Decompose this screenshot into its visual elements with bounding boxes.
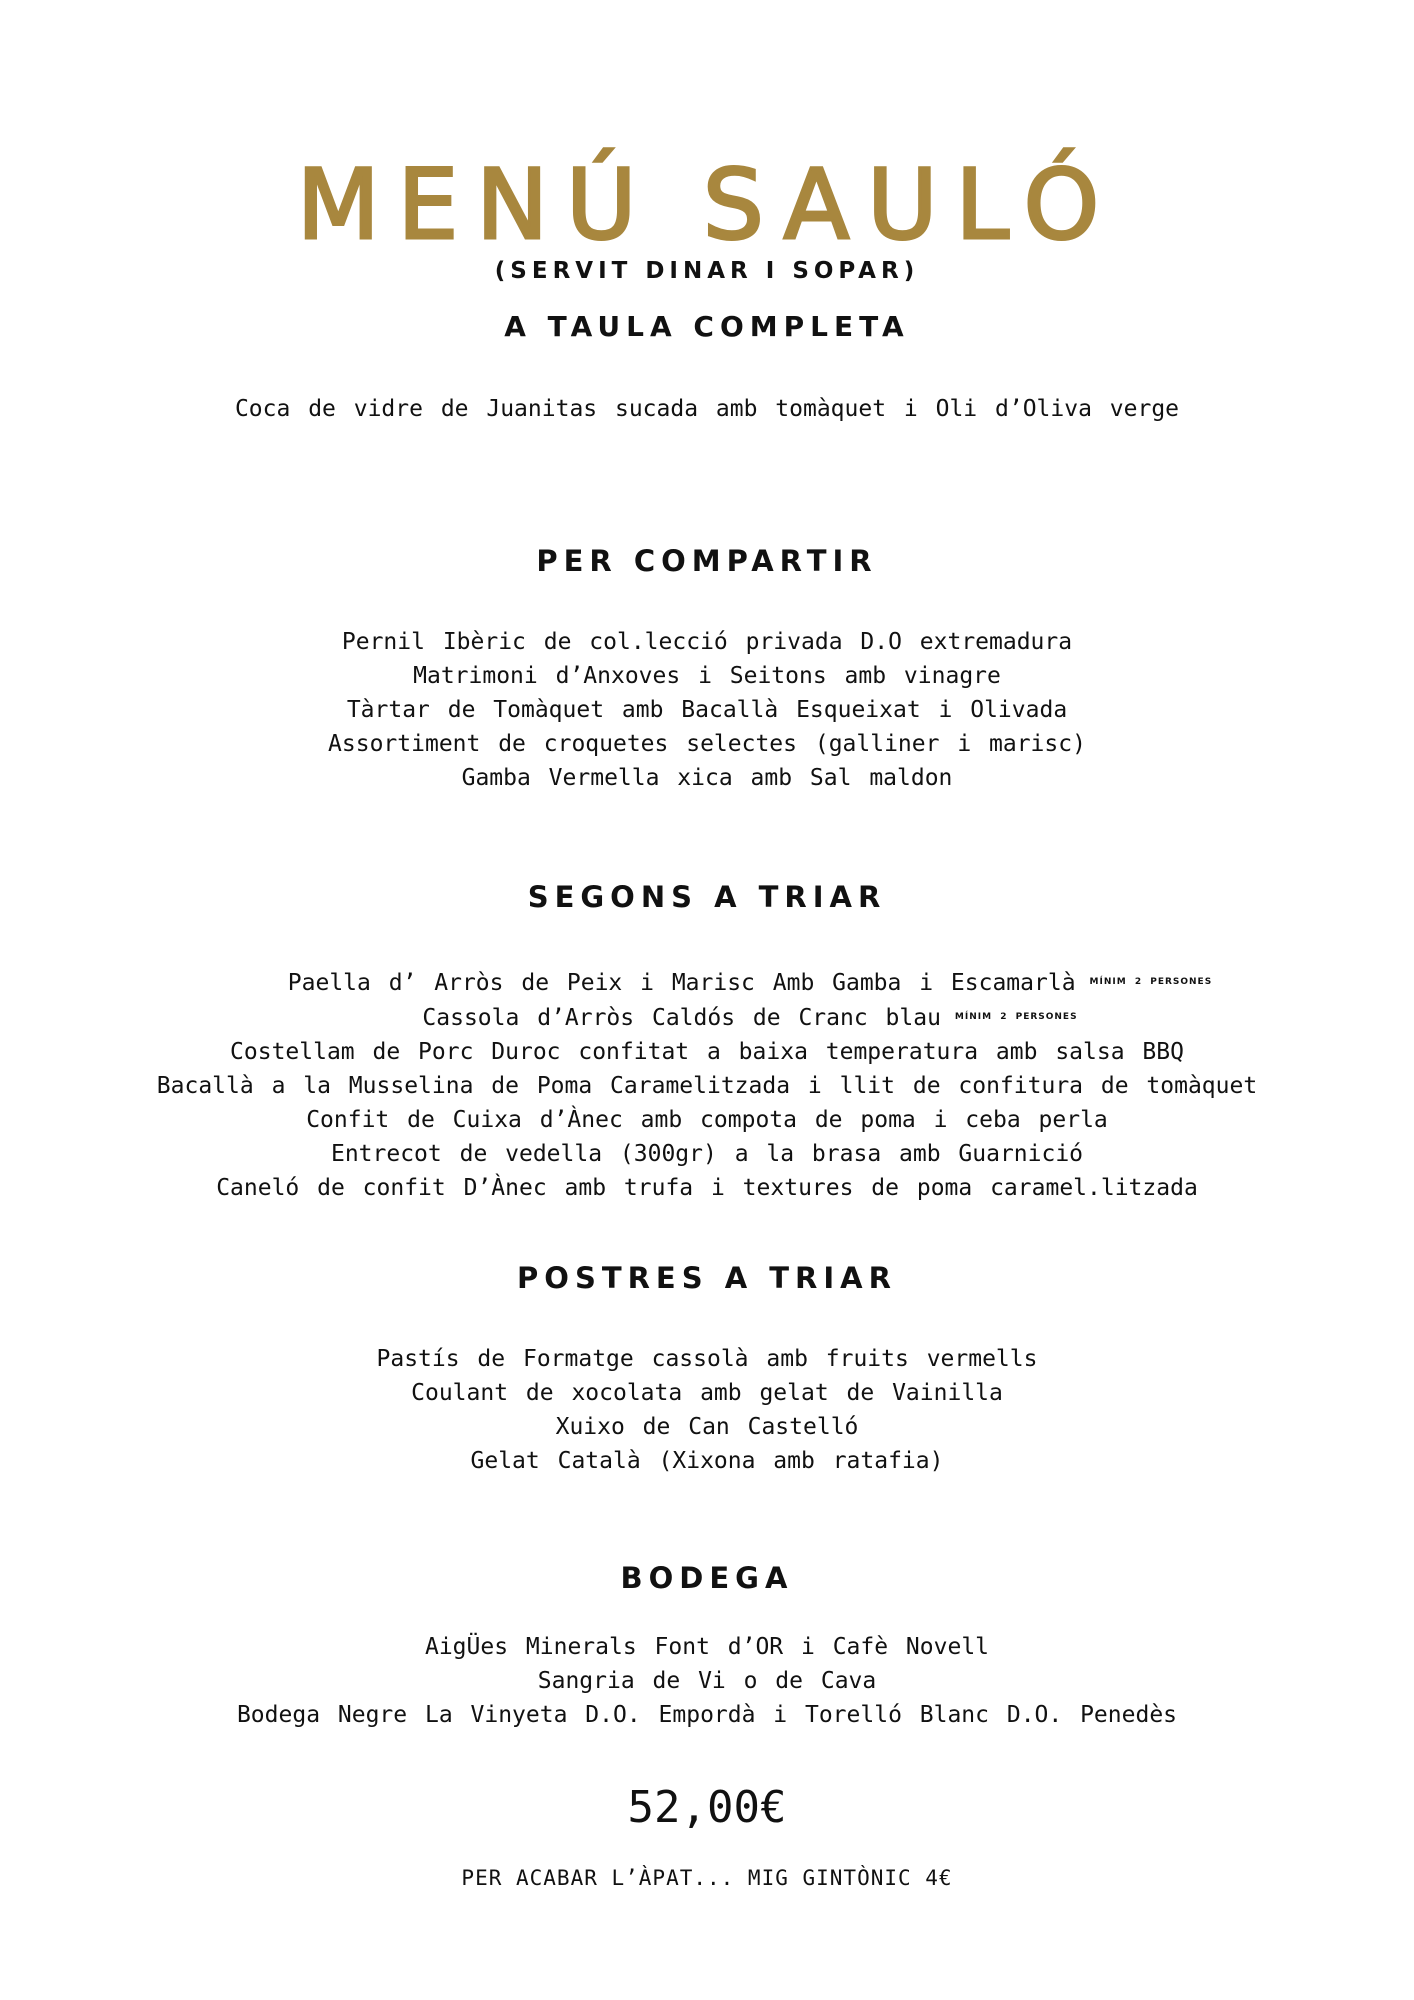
list-item: Coulant de xocolata amb gelat de Vainilla <box>411 1380 1003 1406</box>
list-item: Bacallà a la Musselina de Poma Caramelitzada i llit de confitura de tomàquet <box>156 1073 1258 1099</box>
list-item: Confit de Cuixa d’Ànec amb compota de poma i ceba perla <box>306 1107 1108 1133</box>
list-item: Xuixo de Can Castelló <box>555 1414 859 1440</box>
list-item <box>43 1000 1414 1035</box>
list-item: Bodega Negre La Vinyeta D.O. Empordà i Torelló Blanc D.O. Penedès <box>236 1702 1178 1728</box>
section-title-cellar: BODEGA <box>620 1561 794 1595</box>
table-service-subtitle: A TAULA COMPLETA <box>504 310 910 343</box>
menu-title: MENÚ SAULÓ <box>296 149 1118 261</box>
share-list <box>0 625 1414 795</box>
minimum-note: MÍNIM 2 PERSONES <box>1089 977 1213 987</box>
intro-coca: Coca de vidre de Juanitas sucada amb tomàquet i Oli d’Oliva verge <box>234 396 1180 422</box>
list-item: Pastís de Formatge cassolà amb fruits vermells <box>376 1346 1038 1372</box>
minimum-note: MÍNIM 2 PERSONES <box>954 1012 1078 1022</box>
list-item-text: Cassola d’Arròs Caldós de Cranc blau <box>422 1005 941 1031</box>
list-item: Gelat Català (Xixona amb ratafia) <box>470 1448 944 1474</box>
footer-note: PER ACABAR L’ÀPAT... MIG GINTÒNIC 4€ <box>461 1866 953 1890</box>
section-title-seconds: SEGONS A TRIAR <box>527 880 887 914</box>
list-item: Caneló de confit D’Ànec amb trufa i textures de poma caramel.litzada <box>216 1175 1198 1201</box>
section-title-desserts: POSTRES A TRIAR <box>517 1261 897 1295</box>
seconds-list <box>0 965 1414 1205</box>
list-item: Gamba Vermella xica amb Sal maldon <box>461 765 953 791</box>
cellar-list <box>0 1630 1414 1732</box>
list-item-text: Paella d’ Arròs de Peix i Marisc Amb Gamba i Escamarlà <box>287 970 1076 996</box>
list-item: AigÜes Minerals Font d’OR i Cafè Novell <box>424 1634 990 1660</box>
list-item: Matrimoni d’Anxoves i Seitons amb vinagre <box>413 663 1001 689</box>
list-item: Tàrtar de Tomàquet amb Bacallà Esqueixat i Olivada <box>346 697 1068 723</box>
served-subtitle: (SERVIT DINAR I SOPAR) <box>494 258 920 284</box>
desserts-list <box>0 1342 1414 1478</box>
list-item: Assortiment de croquetes selectes (galliner i marisc) <box>328 731 1086 757</box>
list-item: Entrecot de vedella (300gr) a la brasa amb Guarnició <box>330 1141 1084 1167</box>
section-title-share: PER COMPARTIR <box>536 544 878 578</box>
list-item: Pernil Ibèric de col.lecció privada D.O extremadura <box>341 629 1073 655</box>
list-item: Costellam de Porc Duroc confitat a baixa temperatura amb salsa BBQ <box>230 1039 1184 1065</box>
list-item <box>43 965 1414 1000</box>
menu-price: 52,00€ <box>627 1782 787 1833</box>
list-item: Sangria de Vi o de Cava <box>537 1668 877 1694</box>
